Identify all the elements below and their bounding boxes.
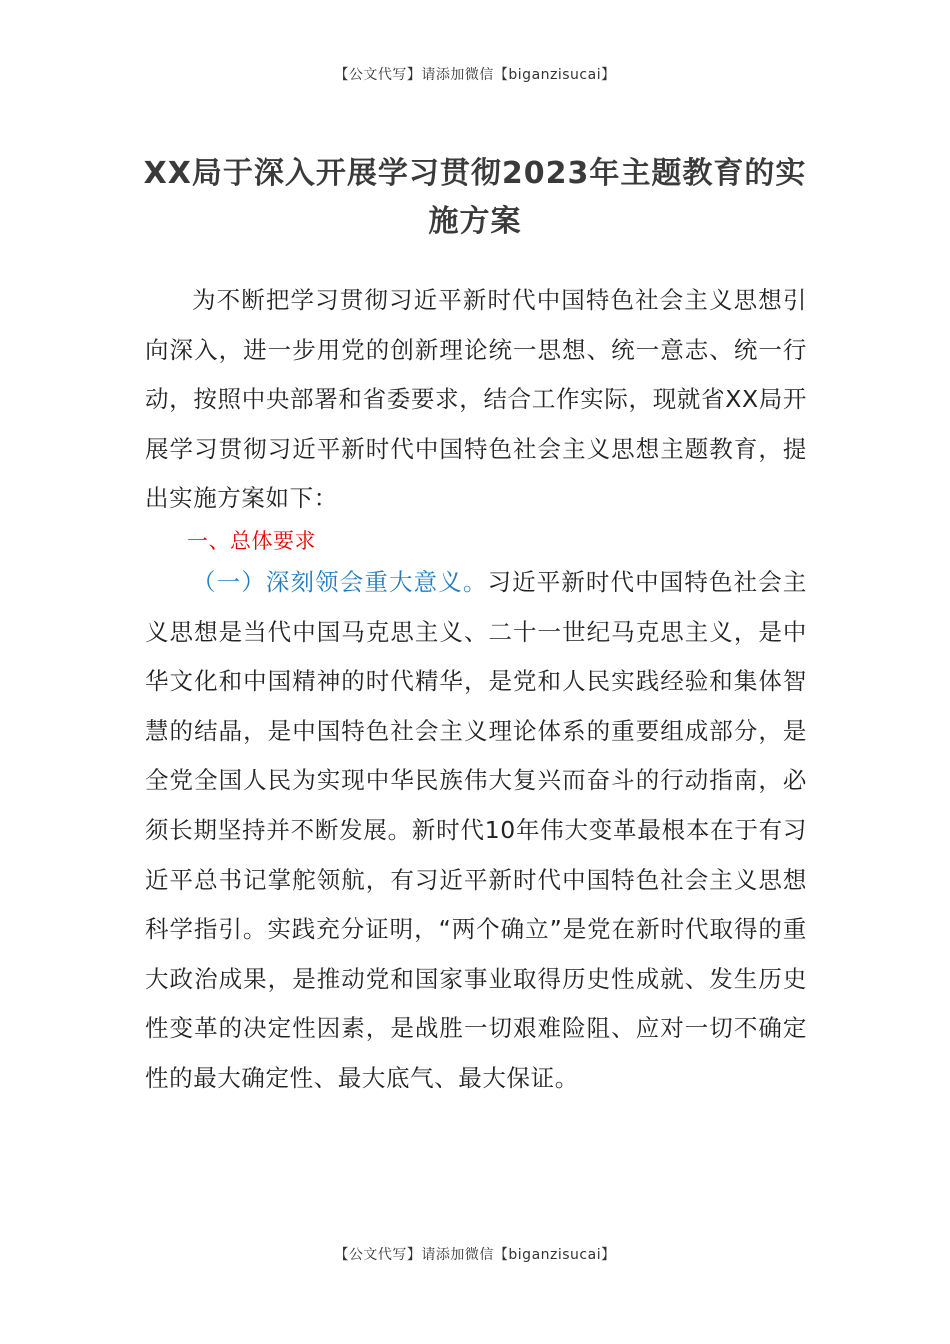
subsection-heading: （一）深刻领会重大意义。 bbox=[192, 567, 488, 596]
section-heading: 一、总体要求 bbox=[187, 528, 316, 553]
subsection-text: 习近平新时代中国特色社会主义思想是当代中国马克思主义、二十一世纪马克思主义，是中华文化和中国精神的时代精华，是党和人民实践经验和集体智慧的结晶，是中国特色社会主义理论体系的重要组成部分，是全党全国人民为实现中华民族伟大复兴而奋斗的行动指南，必须长期坚持并不断发展。新时代10年伟大变革最根本在于有习近平总书记掌舵领航，有习近平新时代中国特色社会主义思想科学指引。实践充分证明，“两个确立”是党在新时代取得的重大政治成果，是推动党和国家事业取得历史性成就、发生历史性变革的决定性因素，是战胜一切艰难险阻、应对一切不确定性的最大确定性、最大底气、最大保证。 bbox=[145, 567, 807, 1092]
document-body bbox=[145, 276, 807, 1104]
document-title: XX局于深入开展学习贯彻2023年主题教育的实施方案 bbox=[143, 156, 807, 239]
page-header: 【公文代写】请添加微信【biganzisucai】 bbox=[334, 67, 616, 83]
intro-paragraph: 为不断把学习贯彻习近平新时代中国特色社会主义思想引向深入，进一步用党的创新理论统一思想、统一意志、统一行动，按照中央部署和省委要求，结合工作实际，现就省XX局开展学习贯彻习近平新时代中国特色社会主义思想主题教育，提出实施方案如下： bbox=[145, 286, 807, 513]
subsection-paragraph bbox=[145, 558, 807, 1104]
page-footer: 【公文代写】请添加微信【biganzisucai】 bbox=[334, 1247, 616, 1263]
